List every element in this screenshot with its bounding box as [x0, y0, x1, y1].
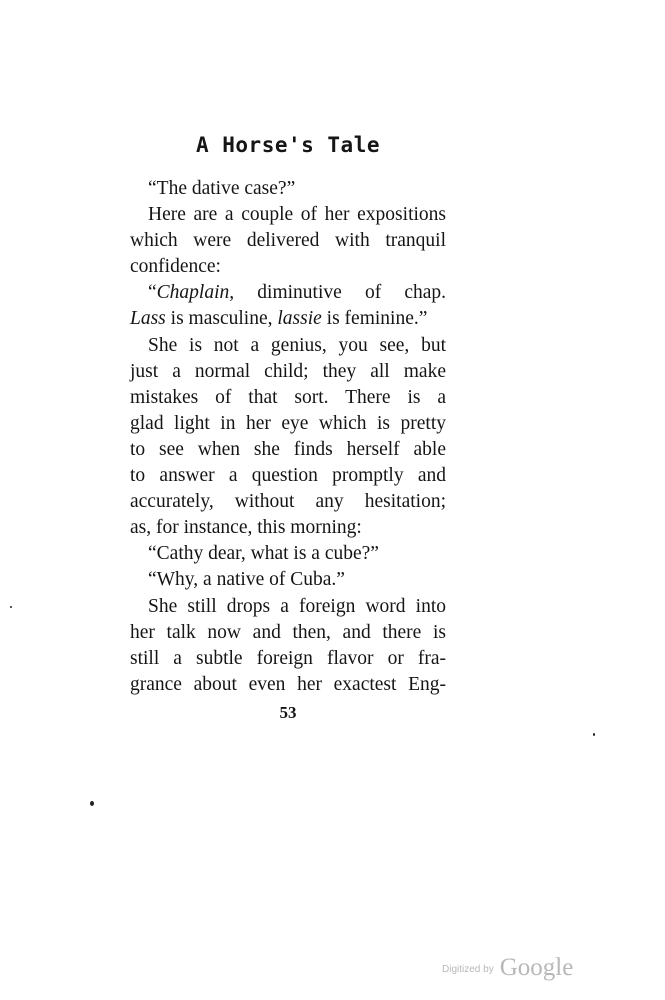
page-header: A Horse's Tale [195, 133, 380, 157]
text-line: “Chaplain, diminutive of chap. [148, 282, 447, 304]
text-line: grance about even her exactest Eng- [130, 673, 446, 695]
text-line: just a normal child; they all make [130, 360, 446, 382]
text-line: She is not a genius, you see, but [148, 334, 446, 356]
text-line: Here are a couple of her expositions [148, 204, 446, 226]
text-line: still a subtle foreign flavor or fra- [130, 647, 446, 669]
text-line: accurately, without any hesitation; [130, 491, 446, 513]
text-line: “Cathy dear, what is a cube?” [148, 543, 379, 565]
body-text [130, 176, 446, 698]
google-logo: Google [499, 954, 574, 981]
text-line: She still drops a foreign word into [148, 595, 446, 617]
page-number: 53 [279, 703, 297, 722]
digitized-watermark [442, 954, 573, 982]
text-line: to see when she finds herself able [130, 438, 446, 460]
text-line: “Why, a native of Cuba.” [148, 569, 345, 591]
text-line: mistakes of that sort. There is a [130, 386, 446, 408]
text-line: as, for instance, this morning: [130, 517, 362, 539]
digitized-by-label: Digitized by [442, 964, 494, 975]
text-line: “The dative case?” [148, 178, 296, 199]
text-line: confidence: [130, 256, 221, 278]
text-line: Lass is masculine, lassie is feminine.” [130, 308, 428, 330]
text-line: to answer a question promptly and [130, 465, 446, 487]
text-line: glad light in her eye which is pretty [130, 412, 446, 434]
text-line: which were delivered with tranquil [130, 230, 446, 252]
scan-speck [593, 733, 595, 736]
text-line: her talk now and then, and there is [130, 621, 446, 643]
scan-speck [10, 606, 12, 608]
scan-speck [90, 801, 94, 806]
